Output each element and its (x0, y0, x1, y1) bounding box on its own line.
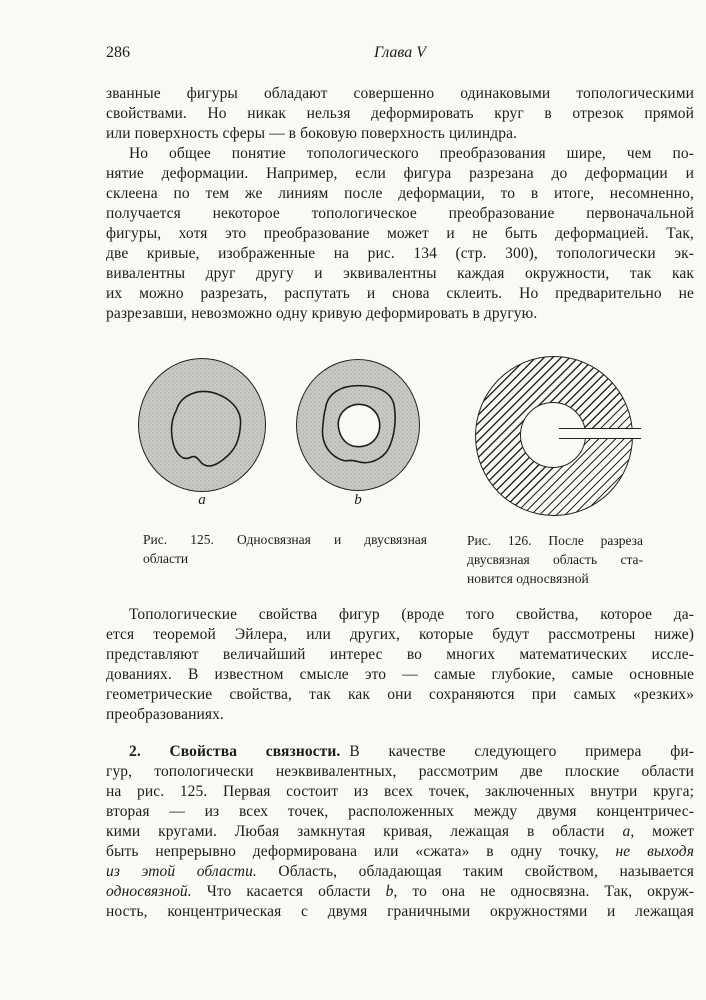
text-line: Но общее понятие топологического преобразования шире, чем по- (129, 145, 694, 162)
text-line: геометрические свойства, так как они сохраняются при самых «резких» (106, 686, 694, 703)
text-line: представляют величайший интерес во многих математических иссле- (106, 646, 694, 663)
chapter-header: Глава V (373, 44, 427, 61)
figure-band (106, 324, 694, 605)
text-line: гур, топологически неэквивалентных, рассмотрим две плоские области (106, 763, 694, 780)
caption-line: Рис. 126. После разреза (467, 533, 643, 548)
text-line: из этой области. Область, обладающая таким свойством, называется (106, 863, 694, 880)
text-line: односвязной. Что касается области b, то она не односвязна. Так, окруж- (106, 883, 694, 900)
text-line: фигуры, хотя это преобразование может и не быть деформацией. Так, (106, 225, 694, 242)
text-line: ется теоремой Эйлера, или других, которые будут рассмотрены ниже) (106, 626, 694, 643)
figure-125a-label: a (198, 492, 206, 508)
text-line: званные фигуры обладают совершенно одинаковыми топологическими (106, 85, 694, 102)
section-heading-line: 2. Свойства связности. В качестве следующего примера фи- (129, 743, 694, 760)
text-line: быть непрерывно деформирована или «сжата» в одну точку, не выходя (106, 843, 694, 860)
text-line: их можно разрезать, распутать и снова склеить. Но предварительно не (106, 285, 694, 302)
figure-125b-label: b (354, 492, 362, 508)
figure-125b-curves (297, 360, 419, 490)
text-column (106, 84, 694, 922)
text-line: вивалентны друг другу и эквивалентны каждая окружности, так как (106, 265, 694, 282)
figure-125b-disk (296, 359, 420, 491)
text-line: на рис. 125. Первая состоит из всех точек, заключенных внутри круга; (106, 783, 694, 800)
text-line: нятие деформации. Например, если фигура разрезана до деформации и (106, 165, 694, 182)
caption-line: Рис. 125. Односвязная и двусвязная (143, 532, 427, 547)
text-line: преобразованиях. (106, 706, 224, 723)
caption-line: двусвязная область ста- (467, 552, 643, 567)
figure-126-cut (559, 428, 641, 439)
text-line: Топологические свойства фигур (вроде того свойства, которое да- (129, 606, 694, 623)
figure-126-caption (467, 531, 643, 588)
text-line: ность, концентрическая с двумя граничными окружностями и лежащая (106, 903, 694, 920)
text-line: разрезавши, невозможно одну кривую деформировать в другую. (106, 305, 538, 322)
caption-line: новится односвязной (467, 571, 589, 586)
text-line: две кривые, изображенные на рис. 134 (стр. 300), топологически эк- (106, 245, 694, 262)
caption-line: области (143, 551, 189, 566)
text-line: склеена по тем же линиям после деформации, то в итоге, несомненно, (106, 185, 694, 202)
text-line: или поверхность сферы — в боковую поверхность цилиндра. (106, 125, 518, 142)
figure-125-caption (143, 530, 427, 568)
page-number: 286 (106, 44, 130, 61)
text-line: вторая — из всех точек, расположенных между двумя концентричес- (106, 803, 694, 820)
figure-126-ring (475, 356, 633, 516)
text-line: свойствами. Но никак нельзя деформировать круг в отрезок прямой (106, 105, 694, 122)
figure-125a-curve (139, 359, 265, 491)
text-line: получается некоторое топологическое преобразование первоначальной (106, 205, 694, 222)
text-line: дованиях. В известном смысле это — самые глубокие, самые основные (106, 666, 694, 683)
figure-125a-disk (138, 358, 266, 492)
text-line: кими кругами. Любая замкнутая кривая, лежащая в области a, может (106, 823, 694, 840)
